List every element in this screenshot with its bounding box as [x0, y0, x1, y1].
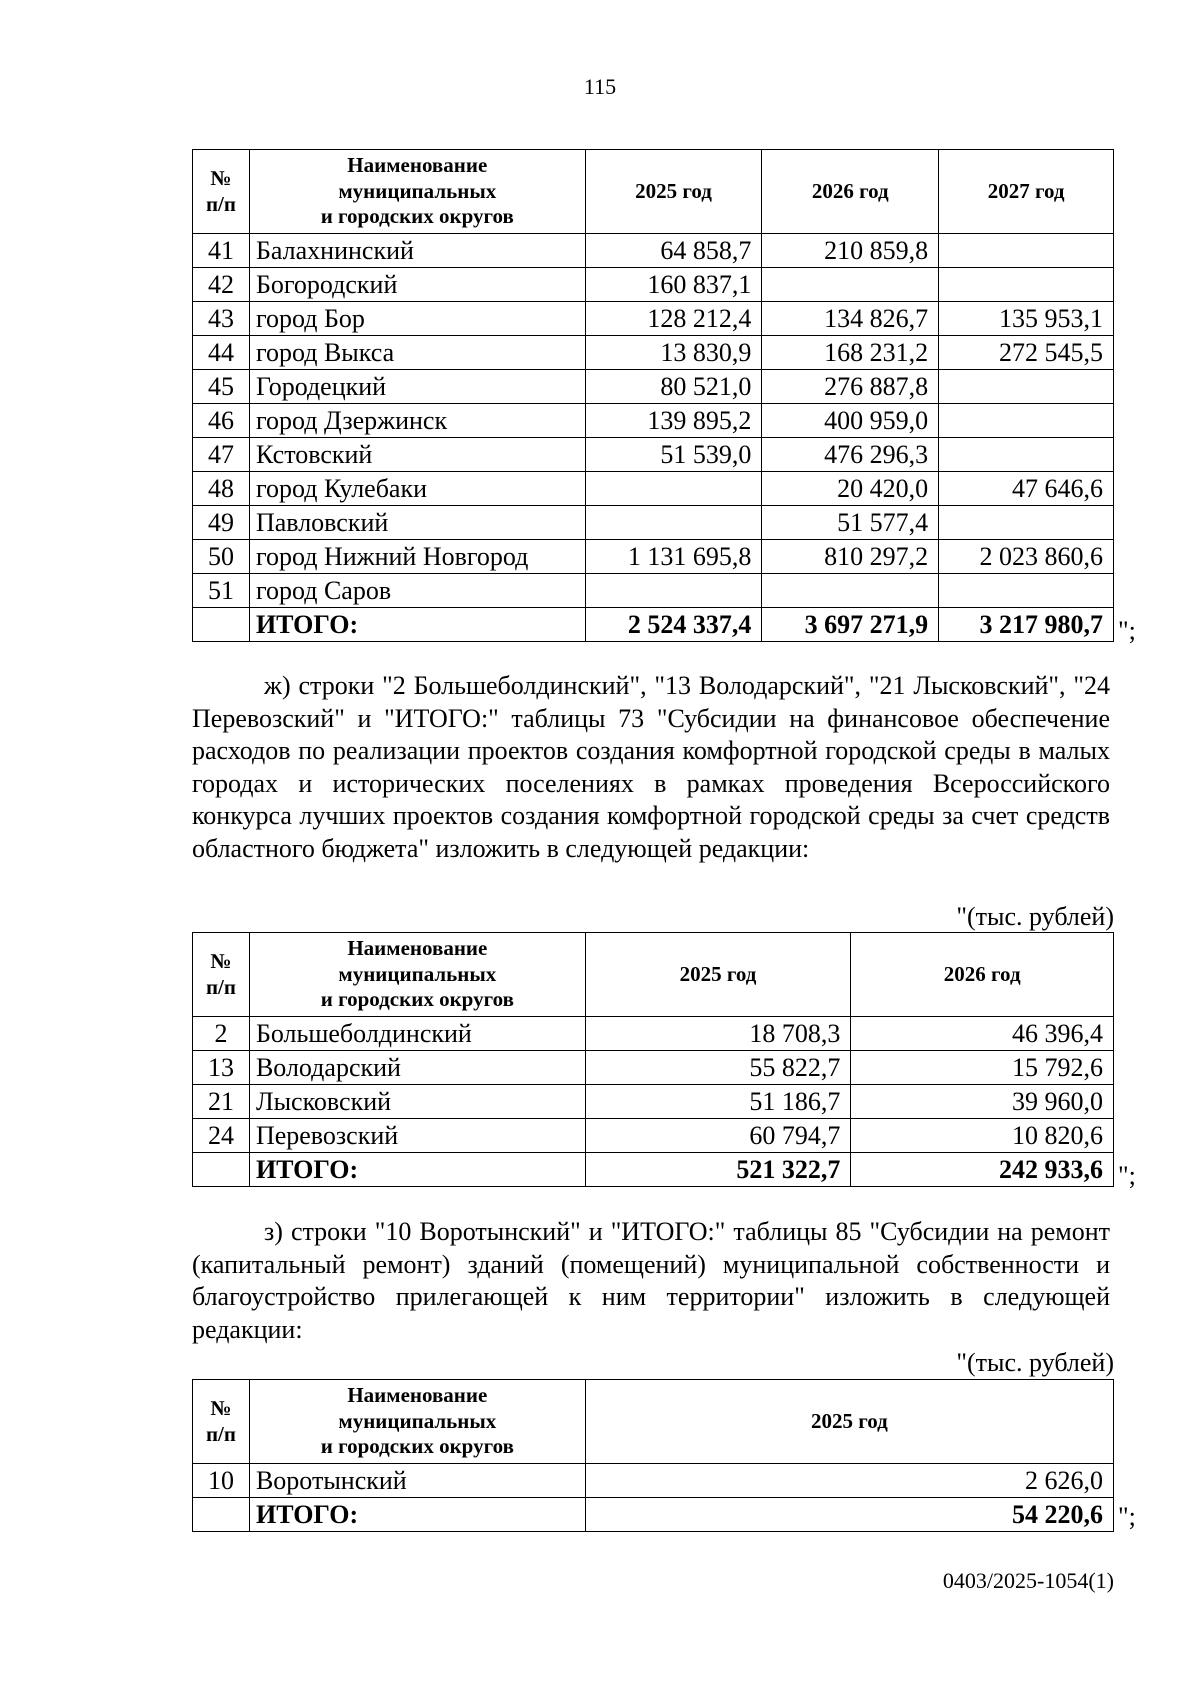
- row-number: 51: [193, 574, 250, 608]
- value-2026: 46 396,4: [851, 1017, 1114, 1051]
- district-name: город Саров: [249, 574, 585, 608]
- paragraph-zh-text: ж) строки "2 Большеболдинский", "13 Володарский", "21 Лысковский", "24 Перевозский" и "ИТОГО:" таблицы 73 "Субсидии на финансовое обеспечение расходов по реализации проектов создания комфортной городской среды в малых городах и исторических поселениях в рамках проведения Всероссийского конкурса лучших проектов создания комфортной городской среды за счет средств областного бюджета" изложить в следующей редакции:: [192, 671, 1110, 863]
- page-number: 115: [583, 74, 617, 99]
- total-2026: 242 933,6: [851, 1153, 1114, 1187]
- table-row: [193, 234, 1114, 268]
- value-2026: 276 887,8: [762, 370, 939, 404]
- value-2026: 476 296,3: [762, 438, 939, 472]
- col-header-number: № п/п: [193, 150, 250, 234]
- col-header-2025: 2025 год: [585, 933, 851, 1017]
- total-2025: 54 220,6: [585, 1498, 1113, 1532]
- value-2025: 1 131 695,8: [585, 540, 762, 574]
- row-number: 2: [193, 1017, 250, 1051]
- paragraph-z-text: з) строки "10 Воротынский" и "ИТОГО:" таблицы 85 "Субсидии на ремонт (капитальный ремонт) зданий (помещений) муниципальной собственности и благоустройство прилегающей к ним территории" изложить в следующей редакции:: [192, 1217, 1110, 1344]
- value-2026: 51 577,4: [762, 506, 939, 540]
- total-label: ИТОГО:: [249, 1153, 585, 1187]
- table-header-row: [193, 1380, 1114, 1464]
- total-number: [193, 1153, 250, 1187]
- value-2025: [585, 472, 762, 506]
- value-2025: 18 708,3: [585, 1017, 851, 1051]
- district-name: город Кулебаки: [249, 472, 585, 506]
- total-row: [193, 1153, 1114, 1187]
- col-header-2027: 2027 год: [939, 150, 1114, 234]
- total-2027: 3 217 980,7: [939, 608, 1114, 642]
- value-2025: 160 837,1: [585, 268, 762, 302]
- row-number: 47: [193, 438, 250, 472]
- unit-label-table2: "(тыс. рублей): [956, 902, 1114, 931]
- row-number: 13: [193, 1051, 250, 1085]
- value-2025: 2 626,0: [585, 1464, 1113, 1498]
- table-row: [193, 404, 1114, 438]
- table2-closing-quote: ";: [1118, 1161, 1136, 1190]
- value-2026: 810 297,2: [762, 540, 939, 574]
- table-row: [193, 472, 1114, 506]
- table1-closing-quote: ";: [1118, 616, 1136, 645]
- value-2027: [939, 438, 1114, 472]
- row-number: 48: [193, 472, 250, 506]
- row-number: 43: [193, 302, 250, 336]
- col-header-2026: 2026 год: [851, 933, 1114, 1017]
- value-2025: 51 539,0: [585, 438, 762, 472]
- district-name: Большеболдинский: [249, 1017, 585, 1051]
- table-row: [193, 1085, 1114, 1119]
- value-2027: 2 023 860,6: [939, 540, 1114, 574]
- value-2027: [939, 370, 1114, 404]
- total-label: ИТОГО:: [249, 608, 585, 642]
- district-name: город Дзержинск: [249, 404, 585, 438]
- paragraph-z: [192, 1216, 1110, 1346]
- row-number: 46: [193, 404, 250, 438]
- district-name: Городецкий: [249, 370, 585, 404]
- table-row: [193, 574, 1114, 608]
- total-2025: 2 524 337,4: [585, 608, 762, 642]
- total-number: [193, 608, 250, 642]
- value-2027: 135 953,1: [939, 302, 1114, 336]
- row-number: 50: [193, 540, 250, 574]
- value-2027: [939, 506, 1114, 540]
- value-2025: 55 822,7: [585, 1051, 851, 1085]
- col-header-number: № п/п: [193, 933, 250, 1017]
- table-header-row: [193, 933, 1114, 1017]
- table-row: [193, 370, 1114, 404]
- table-row: [193, 268, 1114, 302]
- value-2026: 168 231,2: [762, 336, 939, 370]
- total-label: ИТОГО:: [249, 1498, 585, 1532]
- district-name: Лысковский: [249, 1085, 585, 1119]
- district-name: Кстовский: [249, 438, 585, 472]
- district-name: Богородский: [249, 268, 585, 302]
- district-name: Павловский: [249, 506, 585, 540]
- subsidy-table-1: [192, 149, 1114, 642]
- value-2027: 272 545,5: [939, 336, 1114, 370]
- value-2026: 15 792,6: [851, 1051, 1114, 1085]
- unit-label-table3: "(тыс. рублей): [956, 1348, 1114, 1377]
- col-header-number: № п/п: [193, 1380, 250, 1464]
- district-name: Воротынский: [249, 1464, 585, 1498]
- total-2026: 3 697 271,9: [762, 608, 939, 642]
- district-name: Перевозский: [249, 1119, 585, 1153]
- table-row: [193, 540, 1114, 574]
- value-2026: [762, 574, 939, 608]
- value-2026: 10 820,6: [851, 1119, 1114, 1153]
- value-2026: 400 959,0: [762, 404, 939, 438]
- district-name: Балахнинский: [249, 234, 585, 268]
- district-name: Володарский: [249, 1051, 585, 1085]
- value-2025: 60 794,7: [585, 1119, 851, 1153]
- total-number: [193, 1498, 250, 1532]
- value-2025: 13 830,9: [585, 336, 762, 370]
- district-name: город Нижний Новгород: [249, 540, 585, 574]
- col-header-name: Наименование муниципальных и городских округов: [249, 1380, 585, 1464]
- value-2026: [762, 268, 939, 302]
- col-header-name: Наименование муниципальных и городских округов: [249, 933, 585, 1017]
- subsidy-table-2: [192, 932, 1114, 1187]
- row-number: 21: [193, 1085, 250, 1119]
- value-2027: [939, 404, 1114, 438]
- table3-closing-quote: ";: [1118, 1502, 1136, 1531]
- table-row: [193, 1119, 1114, 1153]
- value-2025: 128 212,4: [585, 302, 762, 336]
- district-name: город Бор: [249, 302, 585, 336]
- value-2025: 80 521,0: [585, 370, 762, 404]
- table-row: [193, 438, 1114, 472]
- table-row: [193, 302, 1114, 336]
- value-2026: 20 420,0: [762, 472, 939, 506]
- paragraph-zh: [192, 670, 1110, 866]
- total-2025: 521 322,7: [585, 1153, 851, 1187]
- value-2027: [939, 234, 1114, 268]
- table-row: [193, 336, 1114, 370]
- col-header-2026: 2026 год: [762, 150, 939, 234]
- value-2026: 210 859,8: [762, 234, 939, 268]
- subsidy-table-3: [192, 1379, 1114, 1532]
- total-row: [193, 608, 1114, 642]
- row-number: 45: [193, 370, 250, 404]
- table-row: [193, 1017, 1114, 1051]
- value-2027: [939, 574, 1114, 608]
- table-row: [193, 1464, 1114, 1498]
- row-number: 42: [193, 268, 250, 302]
- table-row: [193, 1051, 1114, 1085]
- total-row: [193, 1498, 1114, 1532]
- row-number: 41: [193, 234, 250, 268]
- value-2026: 134 826,7: [762, 302, 939, 336]
- col-header-2025: 2025 год: [585, 150, 762, 234]
- value-2026: 39 960,0: [851, 1085, 1114, 1119]
- value-2025: 51 186,7: [585, 1085, 851, 1119]
- row-number: 44: [193, 336, 250, 370]
- col-header-name: Наименование муниципальных и городских округов: [249, 150, 585, 234]
- value-2027: 47 646,6: [939, 472, 1114, 506]
- value-2027: [939, 268, 1114, 302]
- row-number: 24: [193, 1119, 250, 1153]
- district-name: город Выкса: [249, 336, 585, 370]
- table-header-row: [193, 150, 1114, 234]
- value-2025: [585, 574, 762, 608]
- value-2025: 139 895,2: [585, 404, 762, 438]
- col-header-2025: 2025 год: [585, 1380, 1113, 1464]
- row-number: 10: [193, 1464, 250, 1498]
- value-2025: 64 858,7: [585, 234, 762, 268]
- table-row: [193, 506, 1114, 540]
- value-2025: [585, 506, 762, 540]
- document-id: 0403/2025-1054(1): [942, 1568, 1114, 1593]
- row-number: 49: [193, 506, 250, 540]
